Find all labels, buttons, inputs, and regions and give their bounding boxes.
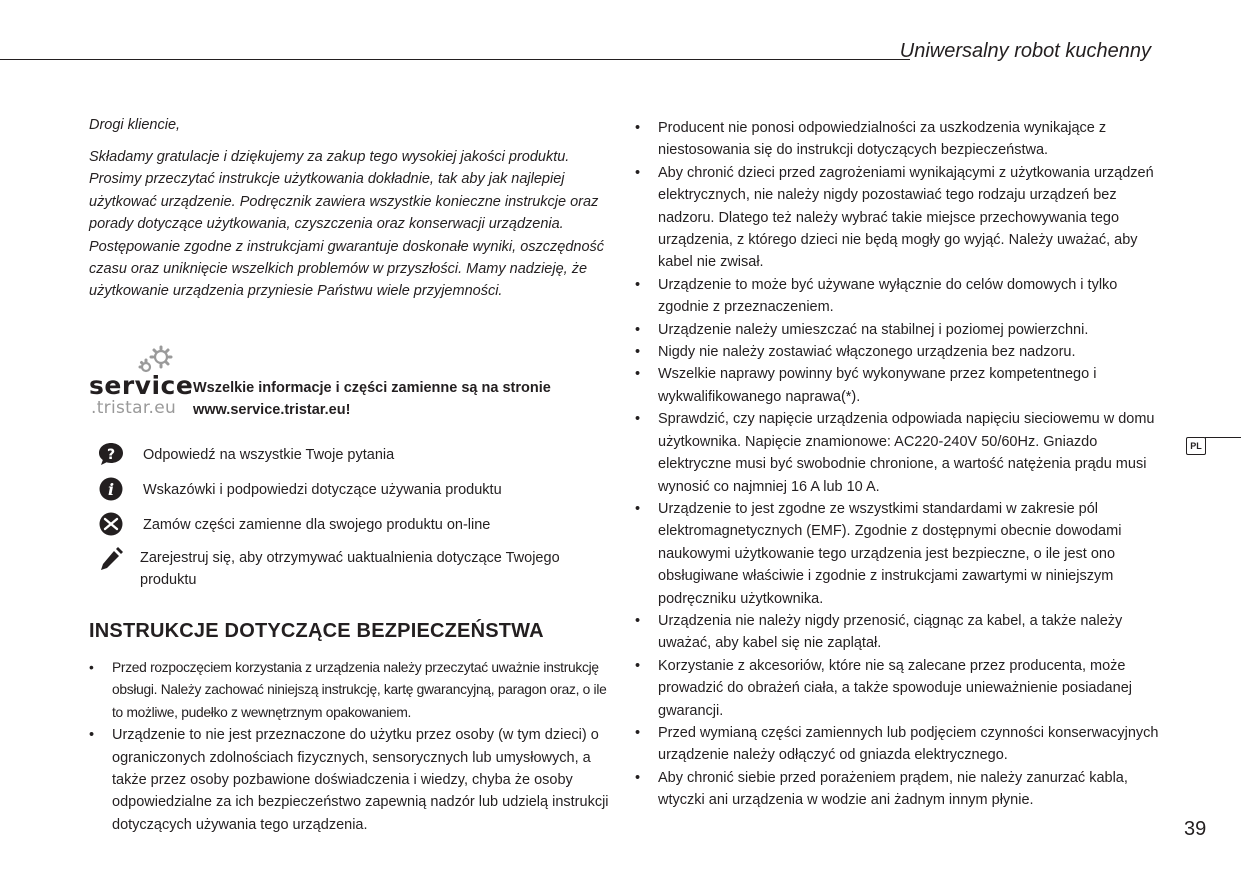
feature-text: Wskazówki i podpowiedzi dotyczące używania produktu <box>143 482 502 498</box>
service-info <box>193 377 551 421</box>
intro-section <box>89 117 619 303</box>
header-rule <box>0 59 910 60</box>
page-header-title: Uniwersalny robot kuchenny <box>899 40 1151 62</box>
tools-icon <box>97 510 125 538</box>
service-info-line: Wszelkie informacje i części zamienne są na stronie <box>193 380 551 396</box>
feature-text: Zarejestruj się, aby otrzymywać uaktualnienia dotyczące Twojego produktu <box>140 550 560 588</box>
list-item: • Producent nie ponosi odpowiedzialności za uszkodzenia wynikające z niestosowania się do instrukcji dotyczących bezpieczeństwa. <box>635 117 1165 162</box>
svg-text:?: ? <box>106 447 116 463</box>
list-item: • Wszelkie naprawy powinny być wykonywane przez kompetentnego i wykwalifikowanego naprawa(*). <box>635 363 1165 408</box>
greeting: Drogi kliencie, <box>89 117 181 133</box>
feature-item <box>89 475 619 510</box>
feature-item <box>89 440 619 475</box>
logo-wordmark: service <box>89 371 194 400</box>
list-item: • Przed rozpoczęciem korzystania z urządzenia należy przeczytać uważnie instrukcję obsługi. Należy zachować niniejszą instrukcję, kartę gwarancyjną, paragon oraz, o ile to możliwe, pudełko z wewnętrznym opakowaniem. <box>89 657 609 724</box>
section-title: INSTRUKCJE DOTYCZĄCE BEZPIECZEŃSTWA <box>89 620 544 642</box>
feature-text: Zamów części zamienne dla swojego produktu on-line <box>143 517 491 533</box>
page-number: 39 <box>1184 818 1207 840</box>
svg-text:i: i <box>107 480 115 499</box>
language-tab: PL <box>1186 437 1206 455</box>
list-item: • Urządzenie to nie jest przeznaczone do użytku przez osoby (w tym dzieci) o ograniczonych zdolnościach fizycznych, sensorycznych lub umysłowych, a także przez osoby pozbawione doświadczenia i wiedzy, chyba że osoby odpowiedzialne za ich bezpieczeństwo zapewnią nadzór lub udzielą instrukcji dotyczących używania tego urządzenia. <box>89 724 609 836</box>
language-tab-rule <box>1205 437 1241 438</box>
list-item: • Sprawdzić, czy napięcie urządzenia odpowiada napięciu sieciowemu w domu użytkownika. Napięcie znamionowe: AC220-240V 50/60Hz. Gniazdo elektryczne musi być swobodnie chronione, a wartość natężenia prądu musi wynosić co najmniej 16 A lub 10 A. <box>635 408 1165 498</box>
list-item: • Aby chronić siebie przed porażeniem prądem, nie należy zanurzać kabla, wtyczki ani urządzenia w wodzie ani żadnym innym płynie. <box>635 767 1165 812</box>
service-block <box>89 343 619 423</box>
feature-item <box>89 510 619 545</box>
logo-domain: .tristar.eu <box>91 398 177 418</box>
pen-icon <box>97 545 125 573</box>
list-item: • Korzystanie z akcesoriów, które nie są zalecane przez producenta, może prowadzić do obrażeń ciała, a także spowoduje unieważnienie posiadanej gwarancji. <box>635 655 1165 722</box>
question-icon <box>97 440 125 468</box>
list-item: • Urządzenie to może być używane wyłącznie do celów domowych i tylko zgodnie z przeznaczeniem. <box>635 274 1165 319</box>
safety-list-left <box>89 657 609 836</box>
list-item: • Urządzenie to jest zgodne ze wszystkimi standardami w zakresie pól elektromagnetycznych (EMF). Zgodnie z dostępnymi obecnie dowodami naukowymi użytkowanie tego urządzenia jest bezpieczne, o ile jest ono obsługiwane właściwie i zgodnie z instrukcjami zawartymi w niniejszym podręczniku użytkownika. <box>635 498 1165 610</box>
list-item: • Urządzenia nie należy nigdy przenosić, ciągnąc za kabel, a także należy uważać, aby kabel się nie zaplątał. <box>635 610 1165 655</box>
service-url: www.service.tristar.eu! <box>193 402 351 418</box>
service-logo <box>89 343 194 423</box>
feature-item <box>89 545 619 593</box>
list-item: • Nigdy nie należy zostawiać włączonego urządzenia bez nadzoru. <box>635 341 1165 363</box>
list-item: • Aby chronić dzieci przed zagrożeniami wynikającymi z użytkowania urządzeń elektrycznych, nie należy nigdy pozostawiać tego rodzaju urządzeń bez nadzoru. Dlatego też należy wybrać takie miejsce przechowywania tego urządzenia, z którego dzieci nie będą mogły go wyjąć. Należy uważać, aby kabel nie zwisał. <box>635 162 1165 274</box>
info-icon <box>97 475 125 503</box>
feature-text: Odpowiedź na wszystkie Twoje pytania <box>143 447 395 463</box>
feature-list <box>89 440 619 593</box>
list-item: • Przed wymianą części zamiennych lub podjęciem czynności konserwacyjnych urządzenie należy odłączyć od gniazda elektrycznego. <box>635 722 1165 767</box>
intro-paragraph: Składamy gratulacje i dziękujemy za zakup tego wysokiej jakości produktu. Prosimy przeczytać instrukcje użytkowania dokładnie, tak aby jak najlepiej użytkować urządzenie. Podręcznik zawiera wszystkie konieczne instrukcje oraz porady dotyczące użytkowania, czyszczenia oraz konserwacji urządzenia. Postępowanie zgodne z instrukcjami gwarantuje doskonałe wyniki, oszczędność czasu oraz uniknięcie wszelkich problemów w przyszłości. Mamy nadzieję, że użytkowanie urządzenia przyniesie Państwu wiele przyjemności. <box>89 149 605 300</box>
safety-list-right <box>635 117 1165 812</box>
list-item: • Urządzenie należy umieszczać na stabilnej i poziomej powierzchni. <box>635 319 1165 341</box>
